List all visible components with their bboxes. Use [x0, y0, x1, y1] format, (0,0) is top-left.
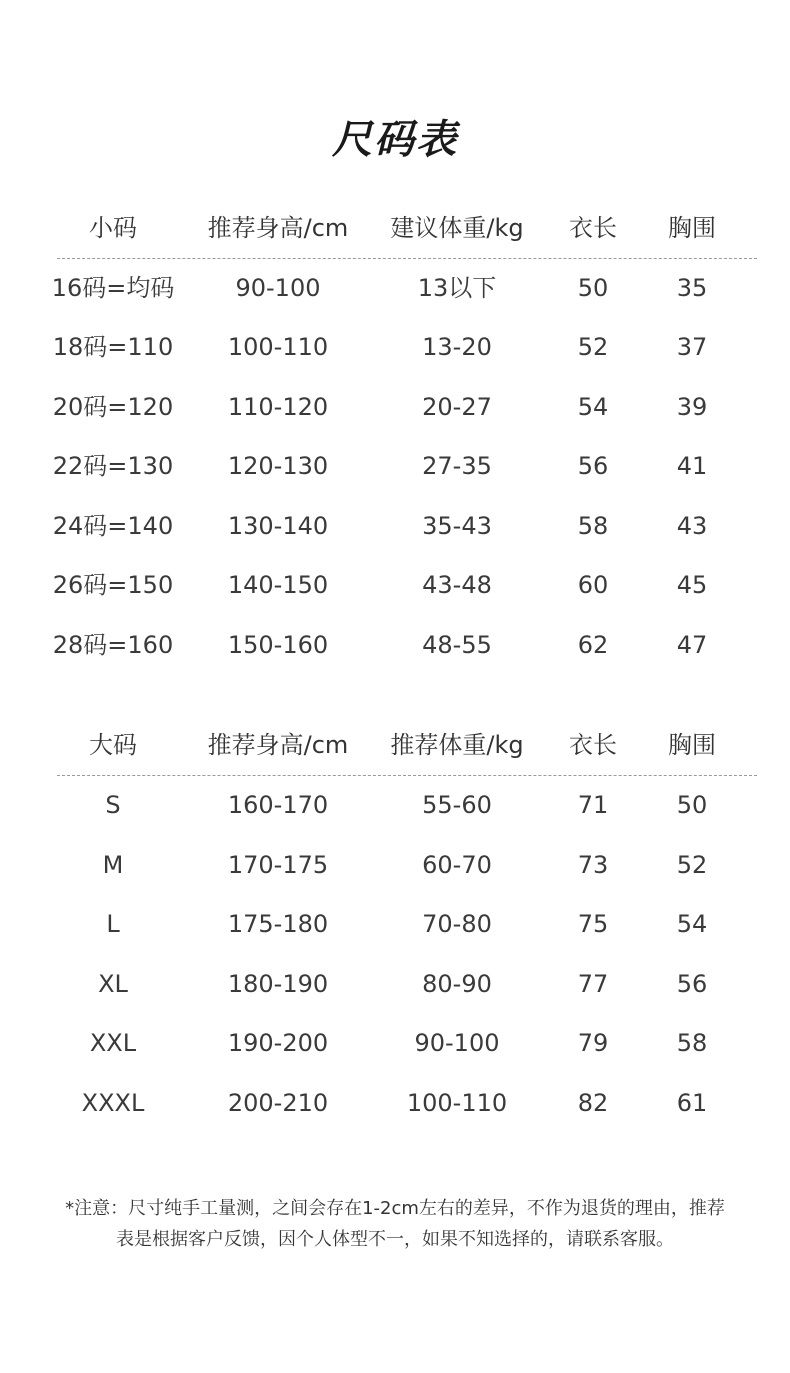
chest-cell: 61 [676, 1089, 708, 1117]
length-cell: 73 [577, 851, 609, 879]
weight-cell: 100-110 [406, 1089, 508, 1117]
length-cell: 54 [577, 393, 609, 421]
weight-cell: 70-80 [422, 910, 492, 938]
table-row [0, 387, 790, 427]
weight-cell: 13以下 [417, 274, 497, 302]
length-cell: 58 [577, 512, 609, 540]
chest-cell: 35 [676, 274, 708, 302]
size-cell: 16码=均码 [51, 274, 175, 302]
header-height: 推荐身高/cm [207, 214, 349, 242]
height-cell: 190-200 [227, 1029, 329, 1057]
weight-cell: 13-20 [422, 333, 492, 361]
header-weight: 建议体重/kg [390, 214, 524, 242]
height-cell: 140-150 [227, 571, 329, 599]
weight-cell: 55-60 [422, 791, 492, 819]
size-cell: XXL [89, 1029, 137, 1057]
table-row [0, 1023, 790, 1063]
length-cell: 75 [577, 910, 609, 938]
height-cell: 160-170 [227, 791, 329, 819]
table-row [0, 506, 790, 546]
chest-cell: 43 [676, 512, 708, 540]
size-cell: XL [98, 970, 128, 998]
size-cell: S [105, 791, 121, 819]
header-length: 衣长 [569, 214, 617, 242]
length-cell: 71 [577, 791, 609, 819]
height-cell: 170-175 [227, 851, 329, 879]
chest-cell: 52 [676, 851, 708, 879]
table-row [0, 565, 790, 605]
height-cell: 175-180 [227, 910, 329, 938]
weight-cell: 20-27 [422, 393, 492, 421]
table-row [0, 904, 790, 944]
weight-cell: 35-43 [422, 512, 492, 540]
weight-cell: 27-35 [422, 452, 492, 480]
length-cell: 60 [577, 571, 609, 599]
height-cell: 150-160 [227, 631, 329, 659]
length-cell: 82 [577, 1089, 609, 1117]
height-cell: 120-130 [227, 452, 329, 480]
table-row [0, 785, 790, 825]
weight-cell: 48-55 [422, 631, 492, 659]
table-header-row [0, 725, 790, 765]
height-cell: 180-190 [227, 970, 329, 998]
chest-cell: 37 [676, 333, 708, 361]
header-chest: 胸围 [668, 731, 716, 759]
height-cell: 130-140 [227, 512, 329, 540]
length-cell: 77 [577, 970, 609, 998]
chest-cell: 50 [676, 791, 708, 819]
height-cell: 200-210 [227, 1089, 329, 1117]
chest-cell: 39 [676, 393, 708, 421]
chest-cell: 58 [676, 1029, 708, 1057]
measurement-note: *注意：尺寸纯手工量测，之间会存在1-2cm左右的差异，不作为退货的理由，推荐表是根据客户反馈，因个人体型不一，如果不知选择的，请联系客服。 [65, 1198, 725, 1250]
table-row [0, 964, 790, 1004]
header-size: 大码 [89, 731, 137, 759]
size-cell: 20码=120 [52, 393, 174, 421]
length-cell: 79 [577, 1029, 609, 1057]
height-cell: 100-110 [227, 333, 329, 361]
header-divider [57, 775, 757, 776]
chest-cell: 41 [676, 452, 708, 480]
weight-cell: 43-48 [422, 571, 492, 599]
header-height: 推荐身高/cm [207, 731, 349, 759]
table-row [0, 845, 790, 885]
page-title: 尺码表 [332, 117, 458, 163]
size-cell: XXXL [81, 1089, 145, 1117]
size-cell: M [102, 851, 124, 879]
chest-cell: 45 [676, 571, 708, 599]
header-divider [57, 258, 757, 259]
table-row [0, 268, 790, 308]
size-cell: 22码=130 [52, 452, 174, 480]
weight-cell: 60-70 [422, 851, 492, 879]
size-cell: 18码=110 [52, 333, 174, 361]
table-header-row [0, 208, 790, 248]
header-size: 小码 [89, 214, 137, 242]
length-cell: 50 [577, 274, 609, 302]
header-chest: 胸围 [668, 214, 716, 242]
size-cell: L [106, 910, 120, 938]
size-cell: 24码=140 [52, 512, 174, 540]
weight-cell: 80-90 [422, 970, 492, 998]
length-cell: 56 [577, 452, 609, 480]
size-cell: 26码=150 [52, 571, 174, 599]
table-row [0, 327, 790, 367]
chest-cell: 47 [676, 631, 708, 659]
chest-cell: 56 [676, 970, 708, 998]
size-cell: 28码=160 [52, 631, 174, 659]
chest-cell: 54 [676, 910, 708, 938]
table-row [0, 446, 790, 486]
header-length: 衣长 [569, 731, 617, 759]
header-weight: 推荐体重/kg [390, 731, 524, 759]
table-row [0, 1083, 790, 1123]
length-cell: 62 [577, 631, 609, 659]
table-row [0, 625, 790, 665]
height-cell: 110-120 [227, 393, 329, 421]
weight-cell: 90-100 [414, 1029, 500, 1057]
height-cell: 90-100 [235, 274, 321, 302]
length-cell: 52 [577, 333, 609, 361]
